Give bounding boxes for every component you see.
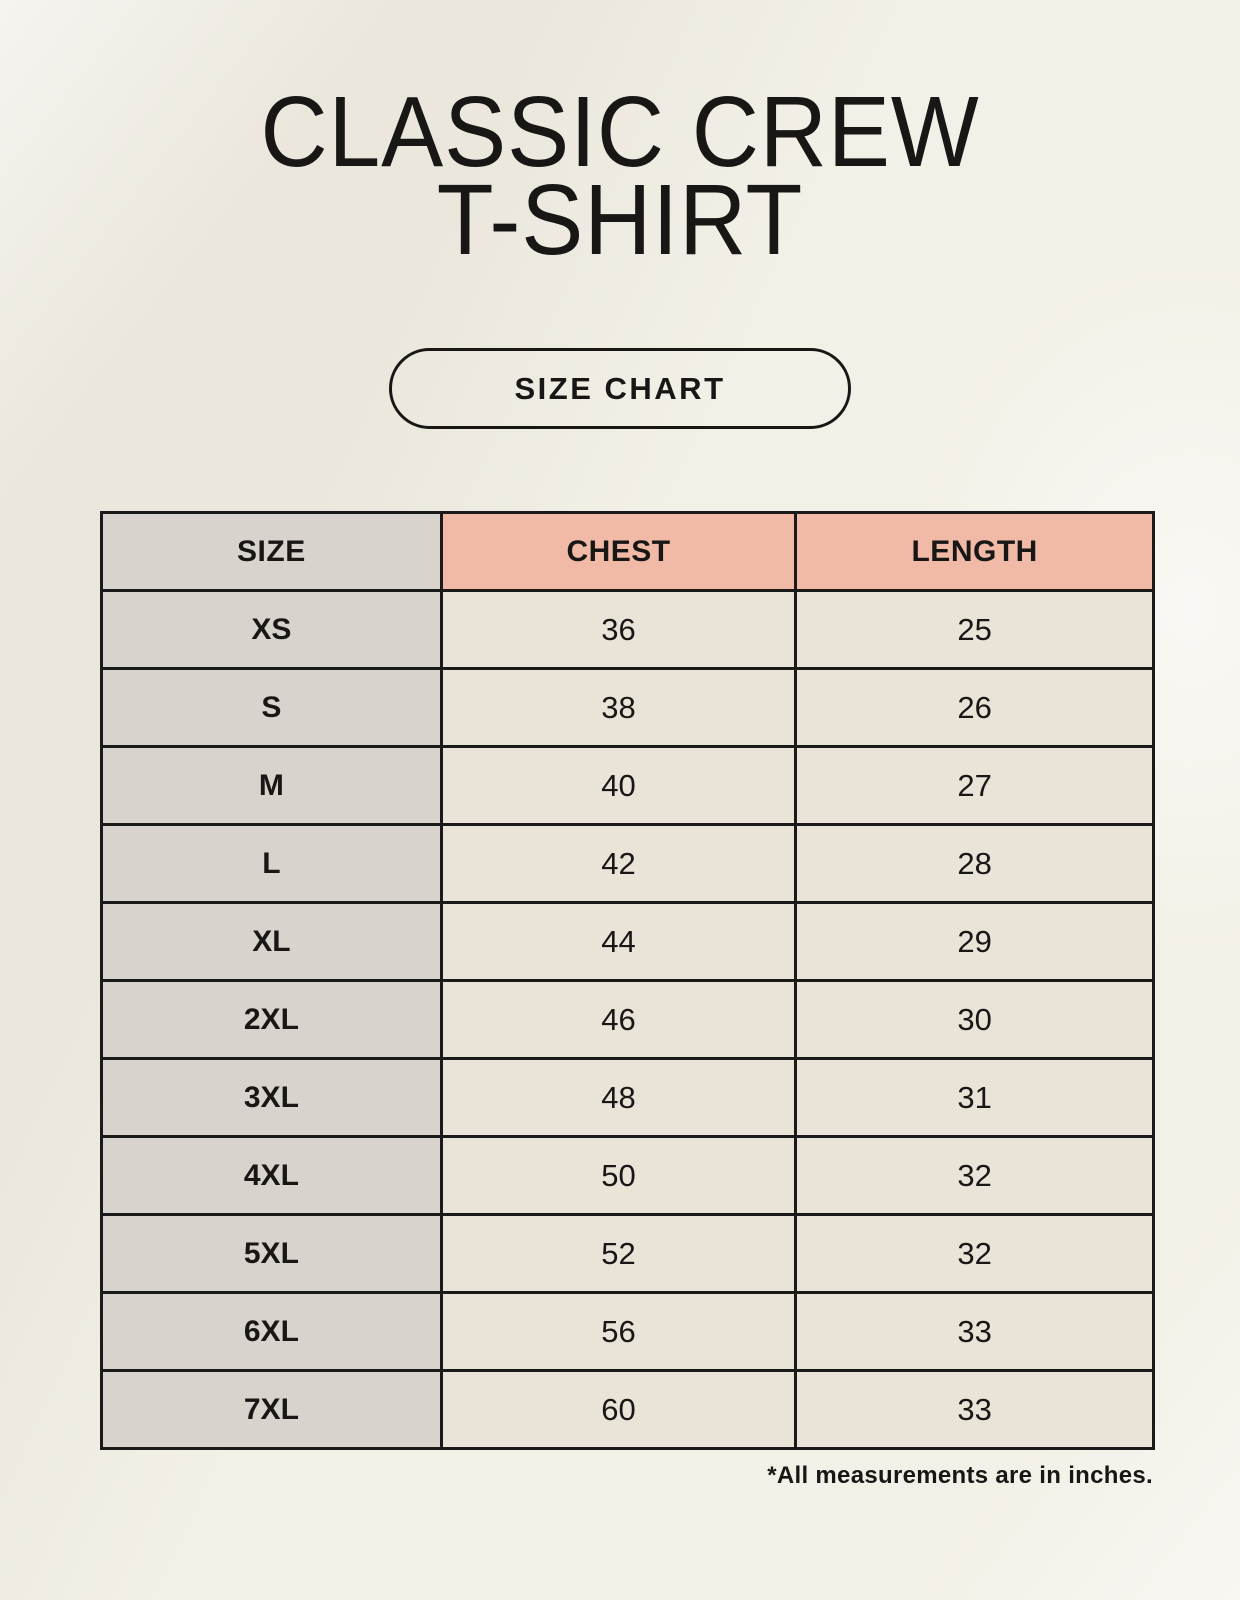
cell-length: 33 [796, 1293, 1154, 1371]
table-row [102, 1371, 1154, 1449]
table-row [102, 1293, 1154, 1371]
cell-size: 5XL [102, 1215, 442, 1293]
cell-length: 26 [796, 669, 1154, 747]
cell-chest: 38 [441, 669, 796, 747]
table-row [102, 903, 1154, 981]
cell-size: XS [102, 591, 442, 669]
table-header-row [102, 513, 1154, 591]
size-chart-table [100, 511, 1155, 1450]
cell-chest: 46 [441, 981, 796, 1059]
cell-length: 32 [796, 1215, 1154, 1293]
page-title [43, 76, 1196, 276]
cell-length: 29 [796, 903, 1154, 981]
cell-length: 25 [796, 591, 1154, 669]
cell-size: 6XL [102, 1293, 442, 1371]
page-title-line-1: CLASSIC CREW [260, 76, 980, 188]
cell-chest: 48 [441, 1059, 796, 1137]
cell-length: 28 [796, 825, 1154, 903]
cell-chest: 56 [441, 1293, 796, 1371]
cell-chest: 50 [441, 1137, 796, 1215]
page-title-line-2: T-SHIRT [436, 164, 804, 276]
column-header-size: SIZE [102, 513, 442, 591]
cell-length: 31 [796, 1059, 1154, 1137]
cell-chest: 40 [441, 747, 796, 825]
table-row [102, 981, 1154, 1059]
measurements-footnote: *All measurements are in inches. [767, 1462, 1153, 1489]
table-row [102, 1215, 1154, 1293]
cell-length: 33 [796, 1371, 1154, 1449]
cell-length: 32 [796, 1137, 1154, 1215]
size-chart-button[interactable] [389, 348, 851, 429]
cell-chest: 36 [441, 591, 796, 669]
table-row [102, 591, 1154, 669]
table-row [102, 1059, 1154, 1137]
cell-chest: 52 [441, 1215, 796, 1293]
column-header-length: LENGTH [796, 513, 1154, 591]
cell-size: L [102, 825, 442, 903]
cell-length: 27 [796, 747, 1154, 825]
cell-size: XL [102, 903, 442, 981]
cell-length: 30 [796, 981, 1154, 1059]
cell-size: 2XL [102, 981, 442, 1059]
cell-chest: 60 [441, 1371, 796, 1449]
size-chart-button-label: SIZE CHART [514, 370, 726, 406]
cell-size: 7XL [102, 1371, 442, 1449]
table-row [102, 747, 1154, 825]
cell-size: M [102, 747, 442, 825]
cell-size: S [102, 669, 442, 747]
table-row [102, 1137, 1154, 1215]
table-row [102, 825, 1154, 903]
size-chart-table-body [102, 591, 1154, 1449]
cell-size: 3XL [102, 1059, 442, 1137]
column-header-chest: CHEST [441, 513, 796, 591]
table-row [102, 669, 1154, 747]
cell-chest: 42 [441, 825, 796, 903]
cell-size: 4XL [102, 1137, 442, 1215]
cell-chest: 44 [441, 903, 796, 981]
